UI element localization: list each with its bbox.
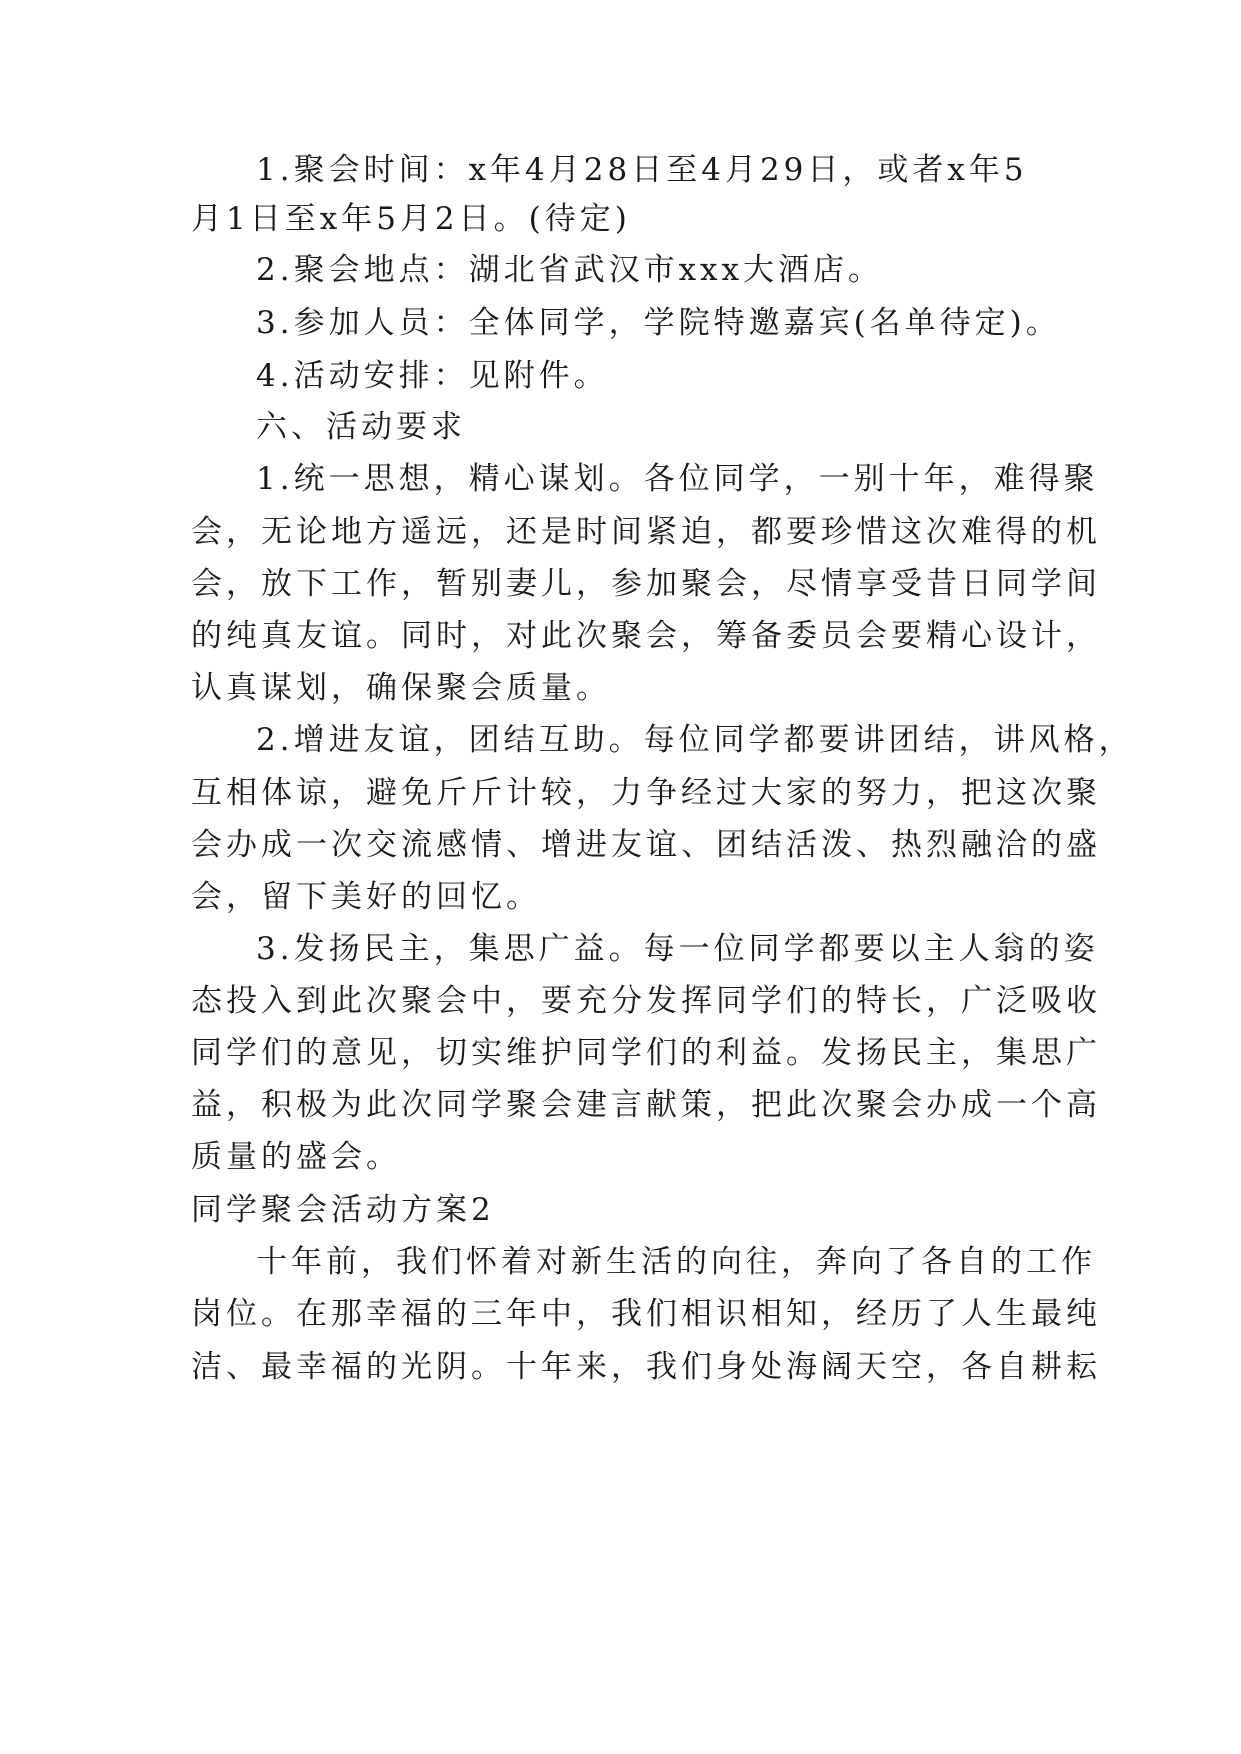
section-heading: 六、活动要求 [256, 409, 466, 445]
text-line: 4.活动安排：见附件。 [256, 358, 609, 394]
text-line: 会，留下美好的回忆。 [191, 879, 541, 915]
text-line: 岗位。在那幸福的三年中，我们相识相知，经历了人生最纯 [191, 1296, 1101, 1332]
text-line: 质量的盛会。 [191, 1139, 401, 1175]
text-line: 2.聚会地点：湖北省武汉市xxx大酒店。 [256, 252, 884, 288]
text-line: 3.发扬民主，集思广益。每一位同学都要以主人翁的姿 [256, 931, 1099, 967]
text-line: 洁、最幸福的光阴。十年来，我们身处海阔天空，各自耕耘 [191, 1349, 1101, 1385]
document-title: 同学聚会活动方案2 [191, 1192, 495, 1228]
text-line: 1.聚会时间：x年4月28日至4月29日，或者x年5 [256, 152, 1028, 188]
text-line: 会，无论地方遥远，还是时间紧迫，都要珍惜这次难得的机 [191, 514, 1101, 550]
text-line: 态投入到此次聚会中，要充分发挥同学们的特长，广泛吸收 [191, 983, 1101, 1019]
text-line: 认真谋划，确保聚会质量。 [191, 670, 611, 706]
text-line: 月1日至x年5月2日。(待定) [191, 201, 631, 237]
text-line: 2.增进友谊，团结互助。每位同学都要讲团结，讲风格， [256, 722, 1134, 758]
text-line: 会办成一次交流感情、增进友谊、团结活泼、热烈融洽的盛 [191, 827, 1101, 863]
text-line: 十年前，我们怀着对新生活的向往，奔向了各自的工作 [256, 1244, 1096, 1280]
text-line: 益，积极为此次同学聚会建言献策，把此次聚会办成一个高 [191, 1087, 1101, 1123]
text-line: 的纯真友谊。同时，对此次聚会，筹备委员会要精心设计， [191, 618, 1101, 654]
text-line: 会，放下工作，暂别妻儿，参加聚会，尽情享受昔日同学间 [191, 566, 1101, 602]
text-line: 3.参加人员：全体同学，学院特邀嘉宾(名单待定)。 [256, 305, 1061, 341]
text-line: 同学们的意见，切实维护同学们的利益。发扬民主，集思广 [191, 1035, 1101, 1071]
text-line: 1.统一思想，精心谋划。各位同学，一别十年，难得聚 [256, 461, 1099, 497]
text-line: 互相体谅，避免斤斤计较，力争经过大家的努力，把这次聚 [191, 775, 1101, 811]
